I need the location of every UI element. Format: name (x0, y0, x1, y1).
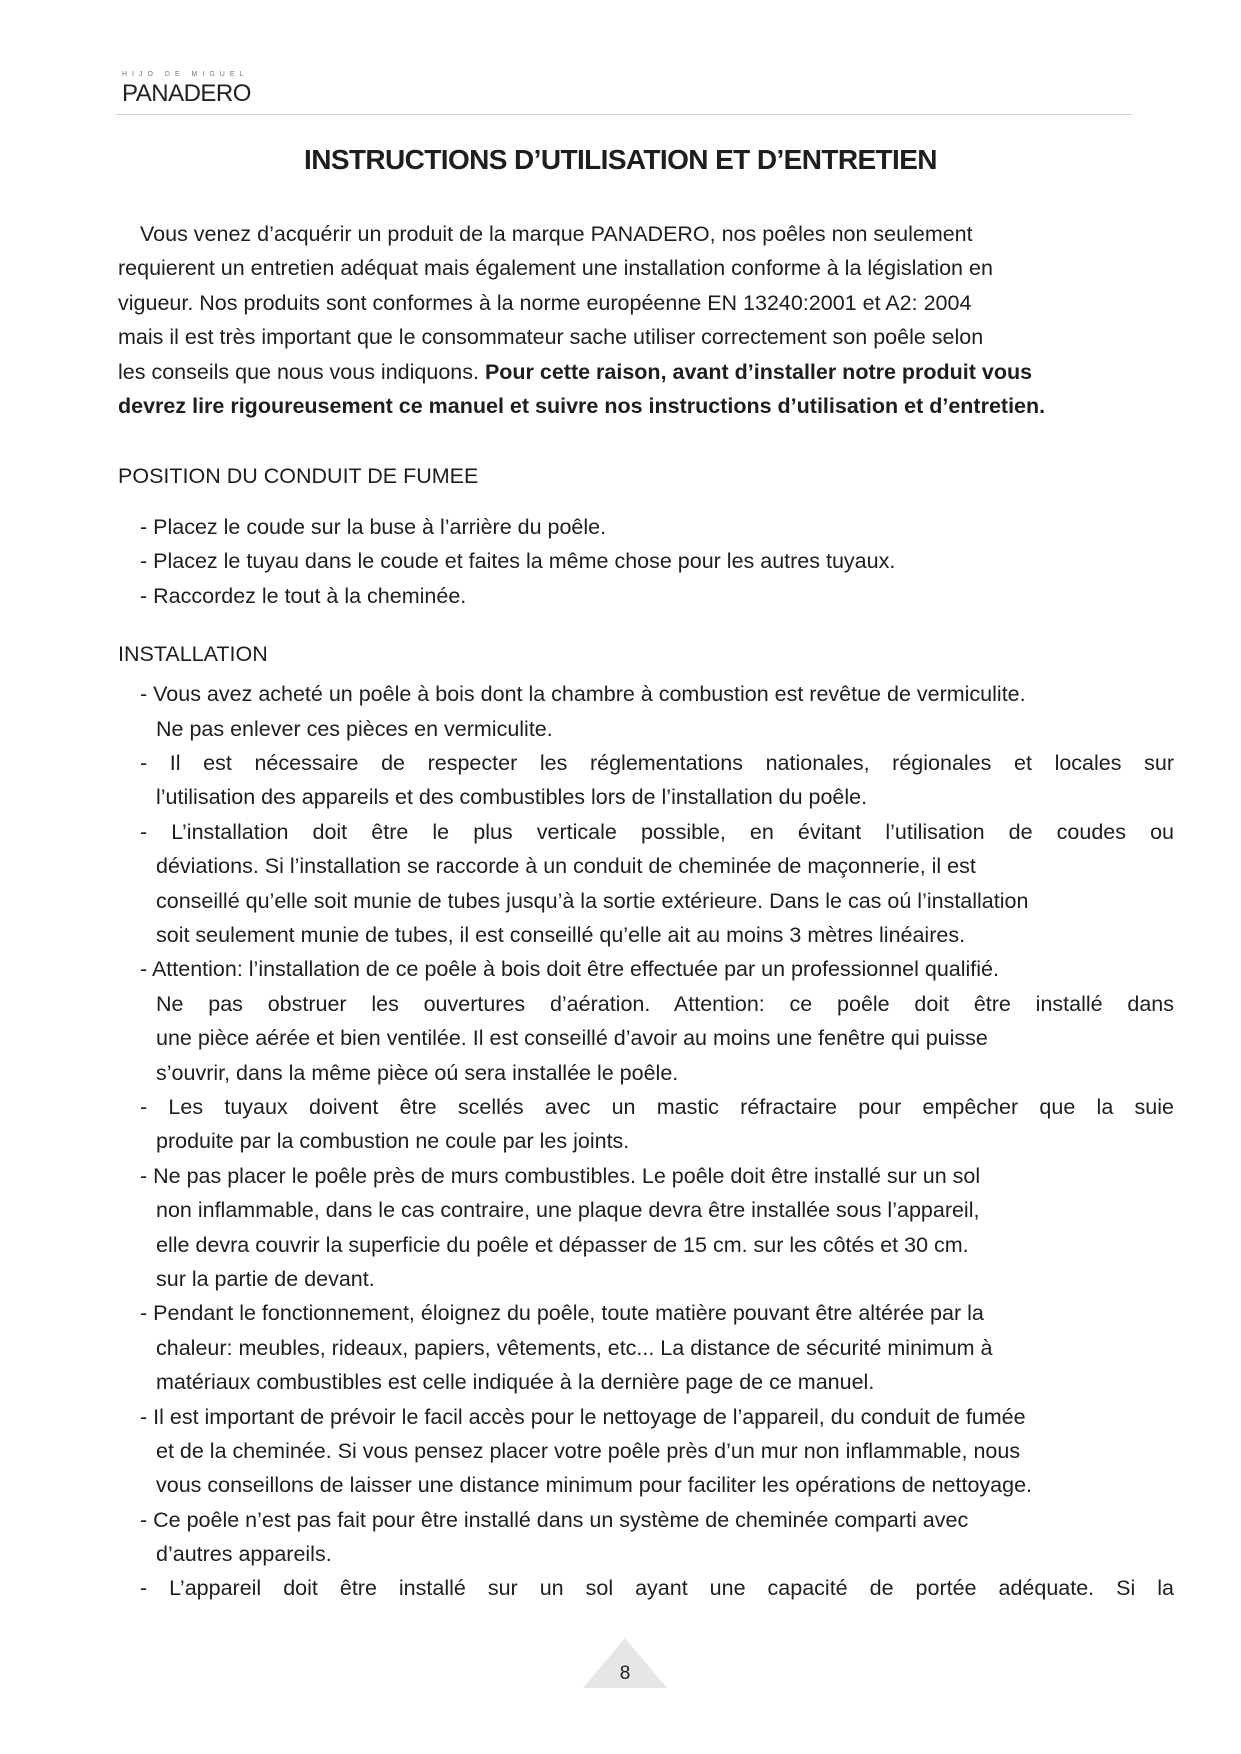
section-installation (118, 637, 1174, 1606)
list-item-line: l’utilisation des appareils et des combustibles lors de l’installation du poêle. (156, 785, 868, 810)
section-conduit (118, 459, 1174, 613)
installation-list (118, 677, 1174, 1606)
page-body (118, 217, 1174, 1606)
list-item-line: produite par la combustion ne coule par les joints. (156, 1129, 630, 1154)
section-heading: INSTALLATION (118, 641, 268, 666)
list-item-line: - Les tuyaux doivent être scellés avec un mastic réfractaire pour empêcher que la suie (140, 1094, 1174, 1119)
intro-line: mais il est très important que le consommateur sache utiliser correctement son poêle selon (118, 325, 984, 350)
list-item-line: - L’appareil doit être installé sur un sol ayant une capacité de portée adéquate. Si la (140, 1576, 1174, 1601)
list-item-line: s’ouvrir, dans la même pièce oú sera installée le poêle. (156, 1060, 679, 1085)
list-item-line: soit seulement munie de tubes, il est conseillé qu’elle ait au moins 3 mètres linéaires. (156, 923, 966, 948)
header-divider (116, 114, 1132, 115)
list-item-line: elle devra couvrir la superficie du poêle et dépasser de 15 cm. sur les côtés et 30 cm. (156, 1232, 969, 1257)
list-item-line: - Ne pas placer le poêle près de murs combustibles. Le poêle doit être installé sur un sol (140, 1163, 981, 1188)
list-item-line: vous conseillons de laisser une distance minimum pour faciliter les opérations de nettoyage. (156, 1473, 1032, 1498)
intro-mixed-line (118, 355, 1174, 389)
logo-name: PANADERO (122, 80, 251, 107)
list-item-line: - Il est nécessaire de respecter les réglementations nationales, régionales et locales sur (140, 751, 1174, 776)
section-heading: POSITION DU CONDUIT DE FUMEE (118, 464, 479, 489)
list-item: - Placez le coude sur la buse à l’arrière du poêle. (140, 514, 607, 539)
list-item-line: - Pendant le fonctionnement, éloignez du poêle, toute matière pouvant être altérée par la (140, 1301, 984, 1326)
page-title: INSTRUCTIONS D’UTILISATION ET D’ENTRETIEN (304, 144, 937, 175)
list-item-line: matériaux combustibles est celle indiquée à la dernière page de ce manuel. (156, 1370, 875, 1395)
intro-line: requierent un entretien adéquat mais également une installation conforme à la législation en (118, 256, 993, 281)
list-item-line: d’autres appareils. (156, 1542, 332, 1567)
page-number: 8 (619, 1663, 631, 1684)
list-item-line: et de la cheminée. Si vous pensez placer votre poêle près d’un mur non inflammable, nous (156, 1438, 1021, 1463)
list-item-line: - Il est important de prévoir le facil accès pour le nettoyage de l’appareil, du conduit de fumée (140, 1404, 1026, 1429)
list-item-line: chaleur: meubles, rideaux, papiers, vêtements, etc... La distance de sécurité minimum à (156, 1335, 993, 1360)
logo-tagline: HIJO DE MIGUEL (122, 71, 249, 78)
intro-bold-text: Pour cette raison, avant d’installer notre produit vous (484, 359, 1033, 384)
intro-line: Vous venez d’acquérir un produit de la marque PANADERO, nos poêles non seulement (140, 222, 973, 246)
list-item-line: déviations. Si l’installation se raccorde à un conduit de cheminée de maçonnerie, il est (156, 854, 976, 879)
list-item-line: sur la partie de devant. (156, 1266, 375, 1291)
intro-line: vigueur. Nos produits sont conformes à la norme européenne EN 13240:2001 et A2: 2004 (118, 290, 972, 315)
list-item-line: - Ce poêle n’est pas fait pour être installé dans un système de cheminée comparti avec (140, 1507, 969, 1532)
list-item-line: non inflammable, dans le cas contraire, une plaque devra être installée sous l’appareil, (156, 1198, 980, 1223)
list-item-line: une pièce aérée et bien ventilée. Il est conseillé d’avoir au moins une fenêtre qui puisse (156, 1026, 988, 1051)
list-item-line: Ne pas obstruer les ouvertures d’aération. Attention: ce poêle doit être installé dans (156, 991, 1174, 1016)
intro-line: les conseils que nous vous indiquons. (118, 359, 485, 384)
list-item-line: conseillé qu’elle soit munie de tubes jusqu’à la sortie extérieure. Dans le cas oú l’installation (156, 888, 1029, 913)
list-item-line: Ne pas enlever ces pièces en vermiculite. (156, 716, 553, 741)
list-item-line: - Vous avez acheté un poêle à bois dont la chambre à combustion est revêtue de vermiculite. (140, 682, 1026, 707)
intro-paragraph (118, 217, 1174, 423)
list-item: - Placez le tuyau dans le coude et faites la même chose pour les autres tuyaux. (140, 549, 896, 574)
list-item: - Raccordez le tout à la cheminée. (140, 583, 467, 608)
brand-logo (122, 70, 251, 108)
list-item-line: - Attention: l’installation de ce poêle à bois doit être effectuée par un professionnel qualifié. (140, 957, 999, 982)
list-item-line: - L’installation doit être le plus verticale possible, en évitant l’utilisation de coudes ou (140, 819, 1174, 844)
intro-bold-text: devrez lire rigoureusement ce manuel et suivre nos instructions d’utilisation et d’entretien. (118, 393, 1046, 418)
